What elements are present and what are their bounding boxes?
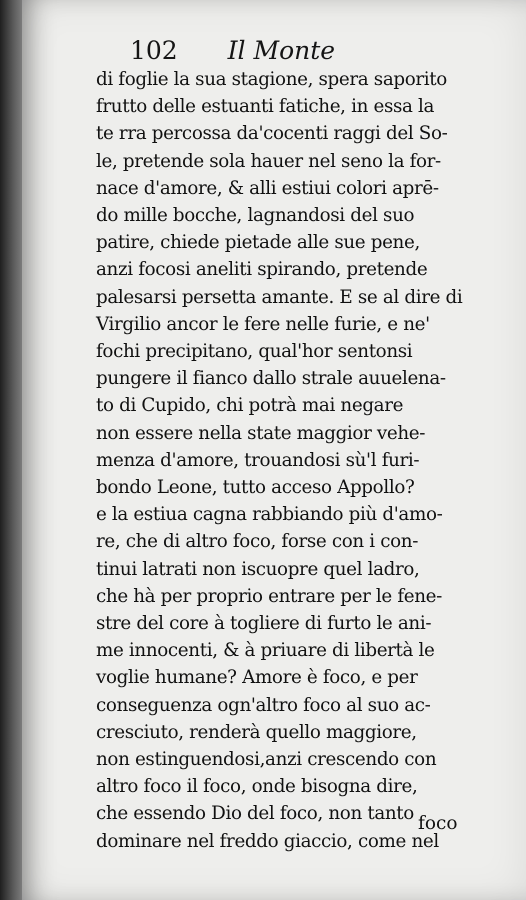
book-binding <box>0 0 22 900</box>
text-line: cresciuto, renderà quello maggiore, <box>96 721 417 743</box>
text-line: che hà per proprio entrare per le fene- <box>96 585 442 607</box>
page-header <box>130 36 335 65</box>
text-line: frutto delle estuanti fatiche, in essa la <box>96 96 435 118</box>
text-line: te rra percossa da'cocenti raggi del So- <box>96 123 448 145</box>
text-line: Virgilio ancor le fere nelle furie, e ne' <box>96 313 430 335</box>
body-text <box>96 66 488 855</box>
text-line: fochi precipitano, qual'hor sentonsi <box>96 341 413 363</box>
text-line: palesarsi persetta amante. E se al dire di <box>96 286 463 308</box>
text-line: re, che di altro foco, forse con i con- <box>96 531 419 553</box>
text-line: non estinguendosi,anzi crescendo con <box>96 749 437 771</box>
text-line: pungere il fianco dallo strale auuelena- <box>96 368 446 390</box>
text-line: non essere nella state maggior vehe- <box>96 422 426 444</box>
text-line: conseguenza ogn'altro foco al suo ac- <box>96 694 431 716</box>
text-line: le, pretende sola hauer nel seno la for- <box>96 150 441 172</box>
text-line: che essendo Dio del foco, non tanto <box>96 803 414 825</box>
text-line: bondo Leone, tutto acceso Appollo? <box>96 477 415 499</box>
text-line: anzi focosi aneliti spirando, pretende <box>96 259 428 281</box>
text-line: voglie humane? Amore è foco, e per <box>96 667 418 689</box>
text-line: stre del core à togliere di furto le ani- <box>96 613 432 635</box>
page-number: 102 <box>130 36 178 65</box>
text-line: tinui latrati non iscuopre quel ladro, <box>96 558 420 580</box>
text-line: di foglie la sua stagione, spera saporito <box>96 69 447 90</box>
text-line: dominare nel freddo giaccio, come nel <box>96 830 439 852</box>
text-line: menza d'amore, trouandosi sù'l furi- <box>96 449 420 471</box>
text-line: me innocenti, & à priuare di libertà le <box>96 640 435 662</box>
text-line: do mille bocche, lagnandosi del suo <box>96 205 415 227</box>
text-line: nace d'amore, & alli estiui colori aprē- <box>96 177 439 199</box>
running-title: Il Monte <box>227 36 336 65</box>
catchword: foco <box>418 813 458 834</box>
text-line: patire, chiede pietade alle sue pene, <box>96 232 420 254</box>
text-line: altro foco il foco, onde bisogna dire, <box>96 776 418 798</box>
text-line: to di Cupido, chi potrà mai negare <box>96 395 404 417</box>
text-line: e la estiua cagna rabbiando più d'amo- <box>96 504 443 526</box>
